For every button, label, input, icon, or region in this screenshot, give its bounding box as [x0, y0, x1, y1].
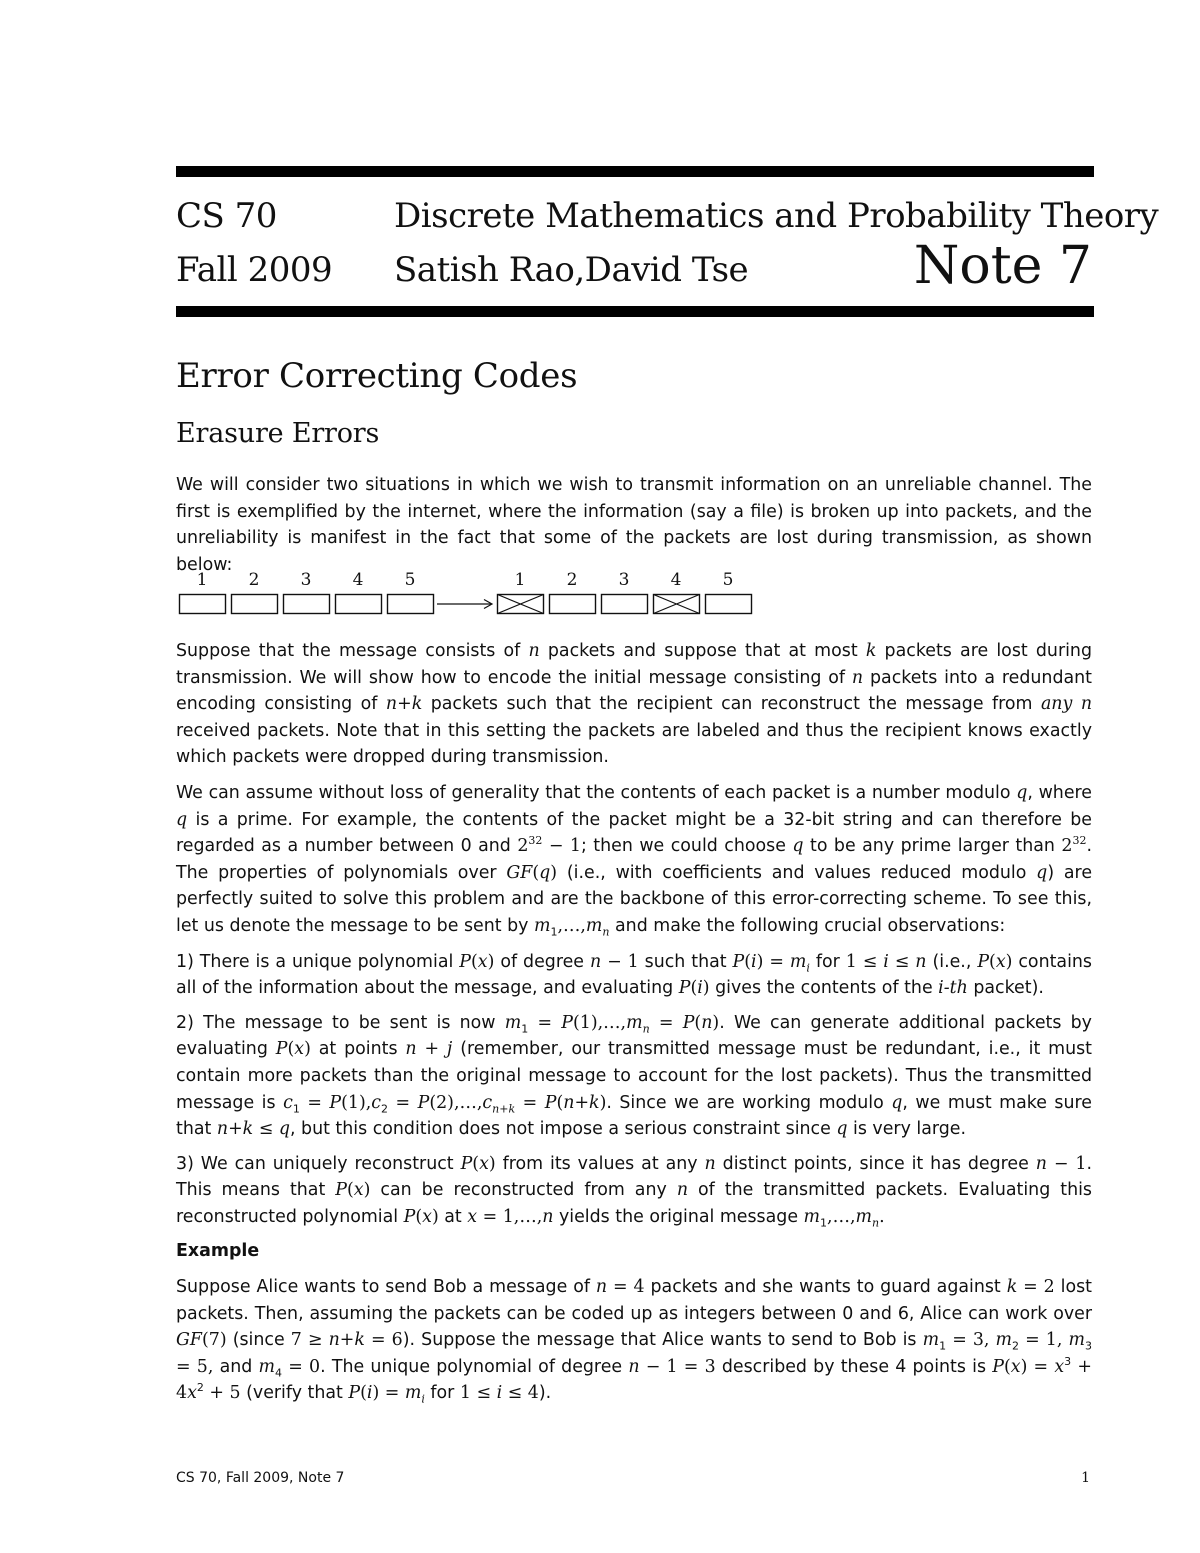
- sent-packet-2: [232, 595, 278, 614]
- sent-label-2: 2: [248, 570, 260, 590]
- observation-3: 3) We can uniquely reconstruct P(x) from its values at any n distinct points, since it has degree n − 1. This means that P(x) can be reconstructed from any n of the transmitted packets. Evaluating this reconstructed polynomial P(x) at x = 1,…,n yields the original message $m_1,\dots,m_n$.: [176, 1153, 1092, 1230]
- packet-loss-diagram: [176, 566, 776, 620]
- sent-packet-4: [336, 595, 382, 614]
- received-packet-3: [602, 595, 648, 614]
- observation-2: 2) The message to be sent is now $m_1$ = $P(1),\dots,m_n = P(n)$. We can generate additional packets by evaluating P(x) at points n + j (remember, our transmitted message must be redundant, i.e., it must contain more packets than the original message to account for the lost packets). Thus the transmitted message is $c_1 = P(1),c_2$ = $P(2),\dots,c_{n+k} = P(n+k)$. Since we are working modulo q, we must make sure that n+k ≤ q, but this condition does not impose a serious constraint since q is very large.: [176, 1012, 1092, 1140]
- observation-1: 1) There is a unique polynomial P(x) of degree n − 1 such that $P(i) = m_i$ for 1 ≤ i ≤ n (i.e., P(x) contains all of the information about the message, and evaluating P(i) gives the contents of the i-th packet).: [176, 951, 1092, 999]
- sent-label-5: 5: [404, 570, 416, 590]
- sent-packet-1: [180, 595, 226, 614]
- received-packet-5: [706, 595, 752, 614]
- header-bottom-rule: [176, 306, 1094, 317]
- sent-label-4: 4: [352, 570, 364, 590]
- received-label-3: 3: [618, 570, 630, 590]
- note-number: Note 7: [913, 236, 1092, 296]
- header-top-rule: [176, 166, 1094, 177]
- received-label-1: 1: [514, 570, 526, 590]
- intro-paragraph: We will consider two situations in which we wish to transmit information on an unreliable channel. The first is exemplified by the internet, where the information (say a file) is broken up into packets, and the unreliability is manifest in the fact that some of the packets are lost during transmission, as shown below:: [176, 475, 1092, 575]
- paragraph-modulo: We can assume without loss of generality that the contents of each packet is a number modulo q, where q is a prime. For example, the contents of the packet might be a 32-bit string and can therefore be regarded as a number between 0 and $2^{32} - 1$; then we could choose q to be any prime larger than $2^{32}$. The properties of polynomials over GF(q) (i.e., with coefficients and values reduced modulo q) are perfectly suited to solve this problem and are the backbone of this error-correcting scheme. To see this, let us denote the message to be sent by $m_1,\dots,m_n$ and make the following crucial observations:: [176, 782, 1093, 939]
- paragraph-packets: Suppose that the message consists of n packets and suppose that at most k packets are lost during transmission. We will show how to encode the initial message consisting of n packets into a redundant encoding consisting of n+k packets such that the recipient can reconstruct the message from any n received packets. Note that in this setting the packets are labeled and thus the recipient knows exactly which packets were dropped during transmission.: [176, 641, 1093, 768]
- sent-packet-5: [388, 595, 434, 614]
- term-label: Fall 2009: [176, 250, 333, 290]
- page-number: 1: [1081, 1470, 1090, 1486]
- instructors-label: Satish Rao,David Tse: [394, 250, 749, 290]
- footer-label: CS 70, Fall 2009, Note 7: [176, 1470, 345, 1486]
- main-body: [176, 638, 1092, 1416]
- course-label: CS 70: [176, 196, 277, 236]
- page-footer: [176, 1470, 1092, 1486]
- received-label-2: 2: [566, 570, 578, 590]
- received-packet-2: [550, 595, 596, 614]
- page-title: Error Correcting Codes: [176, 356, 578, 396]
- sent-packet-3: [284, 595, 330, 614]
- packet-diagram-svg: [176, 566, 776, 616]
- sent-label-1: 1: [196, 570, 208, 590]
- section-heading: Erasure Errors: [176, 418, 380, 449]
- example-paragraph: Suppose Alice wants to send Bob a message of n = 4 packets and she wants to guard against k = 2 lost packets. Then, assuming the packets can be coded up as integers between 0 and 6, Alice can work over GF(7) (since 7 ≥ n+k = 6). Suppose the message that Alice wants to send to Bob is $m_1 = 3$, $m_2 = 1$, $m_3 = 5$, and $m_4 = 0$. The unique polynomial of degree n − 1 = 3 described by these 4 points is $P(x) = x^3 + 4x^2 + 5$ (verify that $P(i) = m_i$ for 1 ≤ i ≤ 4).: [176, 1277, 1092, 1406]
- subject-label: Discrete Mathematics and Probability Theory: [394, 196, 1159, 236]
- sent-label-3: 3: [300, 570, 312, 590]
- received-label-4: 4: [670, 570, 682, 590]
- example-heading: Example: [176, 1241, 260, 1262]
- received-label-5: 5: [722, 570, 734, 590]
